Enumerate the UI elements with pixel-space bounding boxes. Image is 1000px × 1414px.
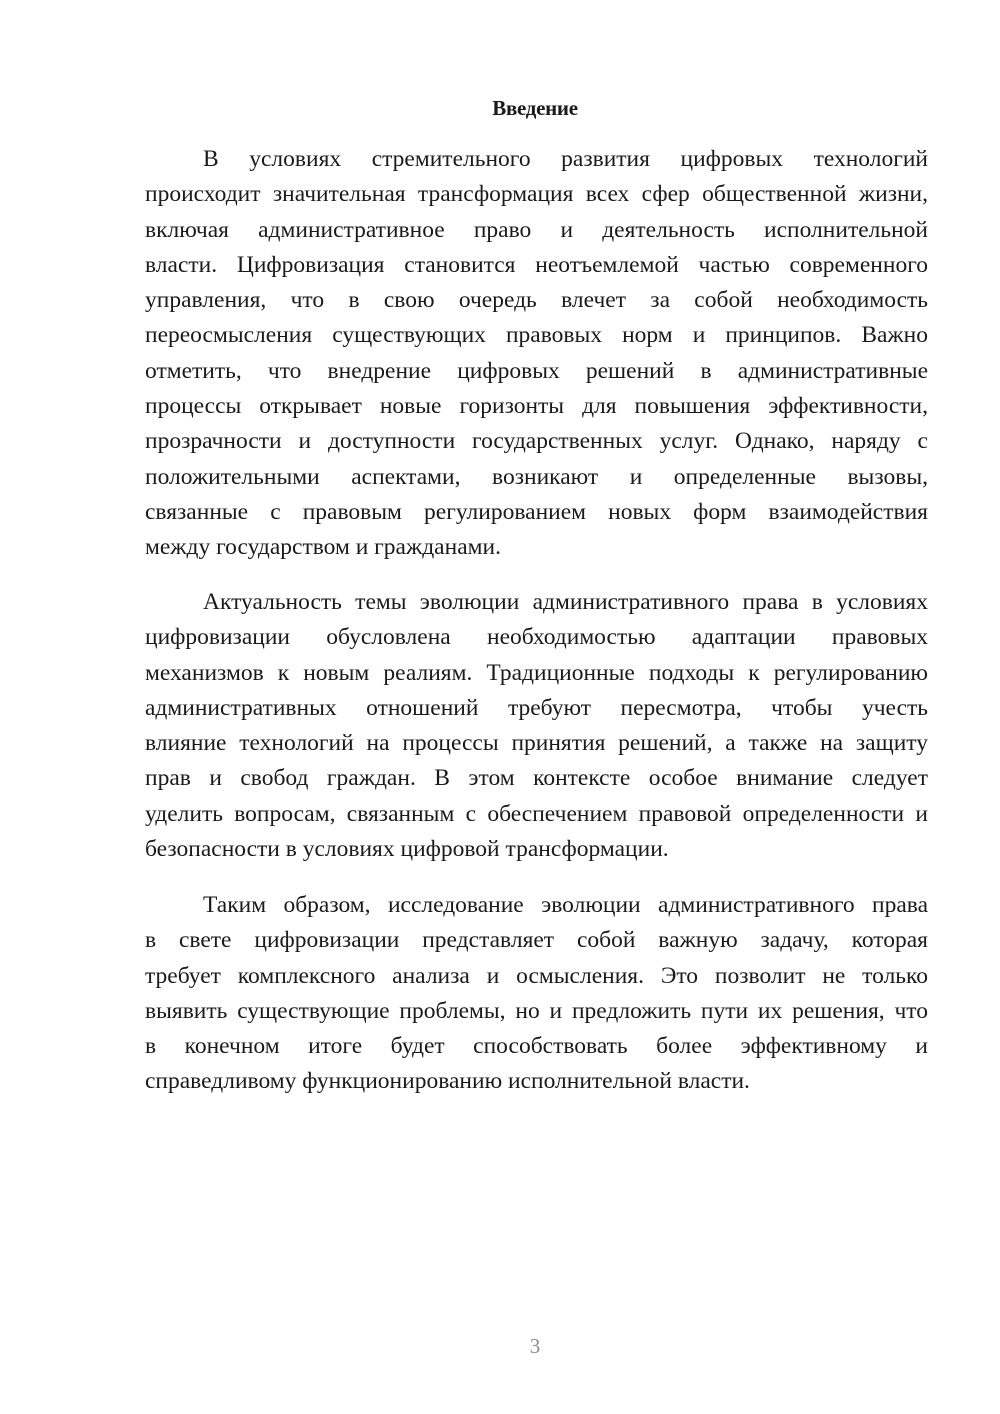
text-line: цифровизации обусловлена необходимостью адаптации правовых: [145, 624, 928, 651]
text-line: происходит значительная трансформация всех сфер общественной жизни,: [145, 181, 928, 208]
paragraph-1: [145, 142, 928, 566]
text-line: положительными аспектами, возникают и определенные вызовы,: [145, 463, 928, 490]
text-line: отметить, что внедрение цифровых решений в административные: [145, 357, 928, 384]
text-line: механизмов к новым реалиям. Традиционные подходы к регулированию: [145, 659, 928, 686]
text-line: управления, что в свою очередь влечет за собой необходимость: [145, 287, 928, 314]
text-line: требует комплексного анализа и осмысления. Это позволит не только: [145, 962, 928, 989]
paragraph-2: [145, 585, 928, 867]
text-line: процессы открывает новые горизонты для повышения эффективности,: [145, 393, 928, 420]
section-title: Введение: [492, 96, 578, 120]
text-line: В условиях стремительного развития цифровых технологий: [203, 146, 928, 172]
text-line: связанные с правовым регулированием новых форм взаимодействия: [145, 498, 928, 525]
text-line: прав и свобод граждан. В этом контексте особое внимание следует: [145, 765, 928, 792]
text-line: административных отношений требуют пересмотра, чтобы учесть: [145, 694, 928, 721]
text-line: уделить вопросам, связанным с обеспечением правовой определенности и: [145, 800, 928, 827]
text-line: справедливому функционированию исполнительной власти.: [145, 1068, 750, 1095]
text-line: выявить существующие проблемы, но и предложить пути их решения, что: [145, 997, 928, 1024]
text-line: влияние технологий на процессы принятия решений, а также на защиту: [145, 730, 928, 757]
text-line: между государством и гражданами.: [145, 534, 501, 561]
text-line: в свете цифровизации представляет собой важную задачу, которая: [145, 927, 928, 954]
text-line: прозрачности и доступности государственных услуг. Однако, наряду с: [145, 428, 928, 455]
text-line: включая административное право и деятельность исполнительной: [145, 216, 928, 243]
paragraph-3: [145, 888, 928, 1100]
text-line: власти. Цифровизация становится неотъемлемой частью современного: [145, 251, 928, 278]
page-number: 3: [529, 1334, 541, 1358]
text-line: безопасности в условиях цифровой трансформации.: [145, 836, 669, 863]
text-line: в конечном итоге будет способствовать более эффективному и: [145, 1033, 928, 1060]
text-line: Актуальность темы эволюции административного права в условиях: [203, 589, 928, 615]
text-line: Таким образом, исследование эволюции административного права: [203, 892, 928, 918]
text-line: переосмысления существующих правовых норм и принципов. Важно: [145, 322, 928, 349]
